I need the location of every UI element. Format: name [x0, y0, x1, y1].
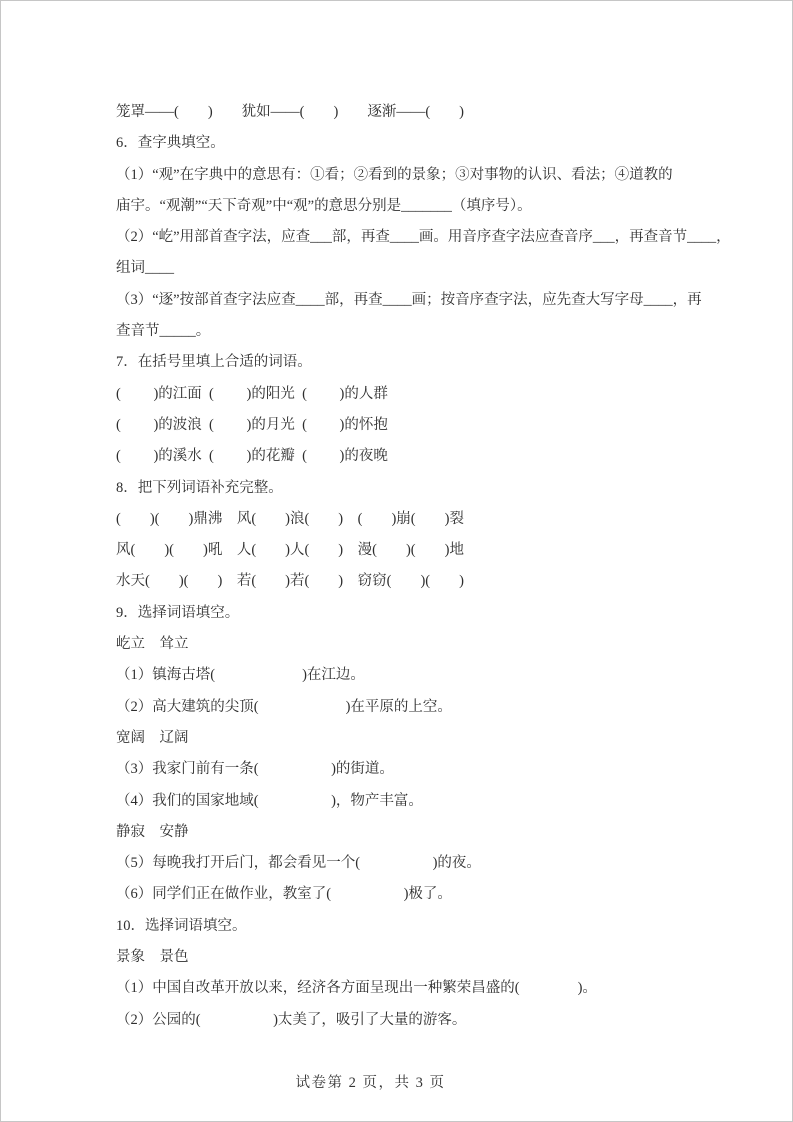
q9-word-bank-2: 宽阔 辽阔	[116, 729, 189, 746]
question-7-title: 7．在括号里填上合适的词语。	[116, 354, 312, 371]
q7-fill-row-1: ( )的江面 ( )的阳光 ( )的人群	[116, 385, 388, 402]
q9-word-bank-3: 静寂 安静	[116, 823, 189, 840]
q6-part3-line2: 查音节_____。	[116, 323, 211, 340]
q8-idiom-row-1: ( )( )鼎沸 风( )浪( ) ( )崩( )裂	[116, 510, 464, 527]
q9-item-5: （5）每晚我打开后门，都会看见一个( )的夜。	[116, 855, 481, 872]
question-6-title: 6．查字典填空。	[116, 135, 225, 152]
question-10-title: 10．选择词语填空。	[116, 917, 247, 934]
q6-part3-line1: （3）“逐”按部首查字法应查____部，再查____画；按音序查字法，应先查大写字母____，再	[116, 291, 702, 308]
q10-item-1: （1）中国自改革开放以来，经济各方面呈现出一种繁荣昌盛的( )。	[116, 980, 597, 997]
question-9-title: 9．选择词语填空。	[116, 604, 240, 621]
q6-part1-line2: 庙宇。“观潮”“天下奇观”中“观”的意思分别是_______（填序号）。	[116, 197, 532, 214]
q9-item-4: （4）我们的国家地域( )，物产丰富。	[116, 792, 423, 809]
q10-item-2: （2）公园的( )太美了，吸引了大量的游客。	[116, 1011, 467, 1028]
page-footer: 试卷第 2 页，共 3 页	[295, 1075, 446, 1091]
q6-part2-line2: 组词____	[116, 260, 174, 277]
q9-item-1: （1）镇海古塔( )在江边。	[116, 667, 365, 684]
exam-content	[1, 1, 792, 1036]
synonym-match-line: 笼罩——( ) 犹如——( ) 逐渐——( )	[116, 104, 464, 120]
q8-idiom-row-3: 水天( )( ) 若( )若( ) 窃窃( )( )	[116, 573, 464, 590]
q9-word-bank-1: 屹立 耸立	[116, 636, 189, 653]
q7-fill-row-3: ( )的溪水 ( )的花瓣 ( )的夜晚	[116, 448, 388, 465]
q7-fill-row-2: ( )的波浪 ( )的月光 ( )的怀抱	[116, 416, 388, 433]
q6-part2-line1: （2）“屹”用部首查字法，应查___部，再查____画。用音序查字法应查音序___，再查音节____，	[116, 229, 731, 246]
q9-item-3: （3）我家门前有一条( )的街道。	[116, 761, 394, 778]
q8-idiom-row-2: 风( )( )吼 人( )人( ) 漫( )( )地	[116, 542, 464, 559]
q6-part1-line1: （1）“观”在字典中的意思有：①看；②看到的景象；③对事物的认识、看法；④道教的	[116, 166, 673, 183]
question-8-title: 8．把下列词语补充完整。	[116, 479, 283, 496]
q10-word-bank: 景象 景色	[116, 949, 189, 966]
q9-item-2: （2）高大建筑的尖顶( )在平原的上空。	[116, 698, 452, 715]
q9-item-6: （6）同学们正在做作业，教室了( )极了。	[116, 886, 452, 903]
